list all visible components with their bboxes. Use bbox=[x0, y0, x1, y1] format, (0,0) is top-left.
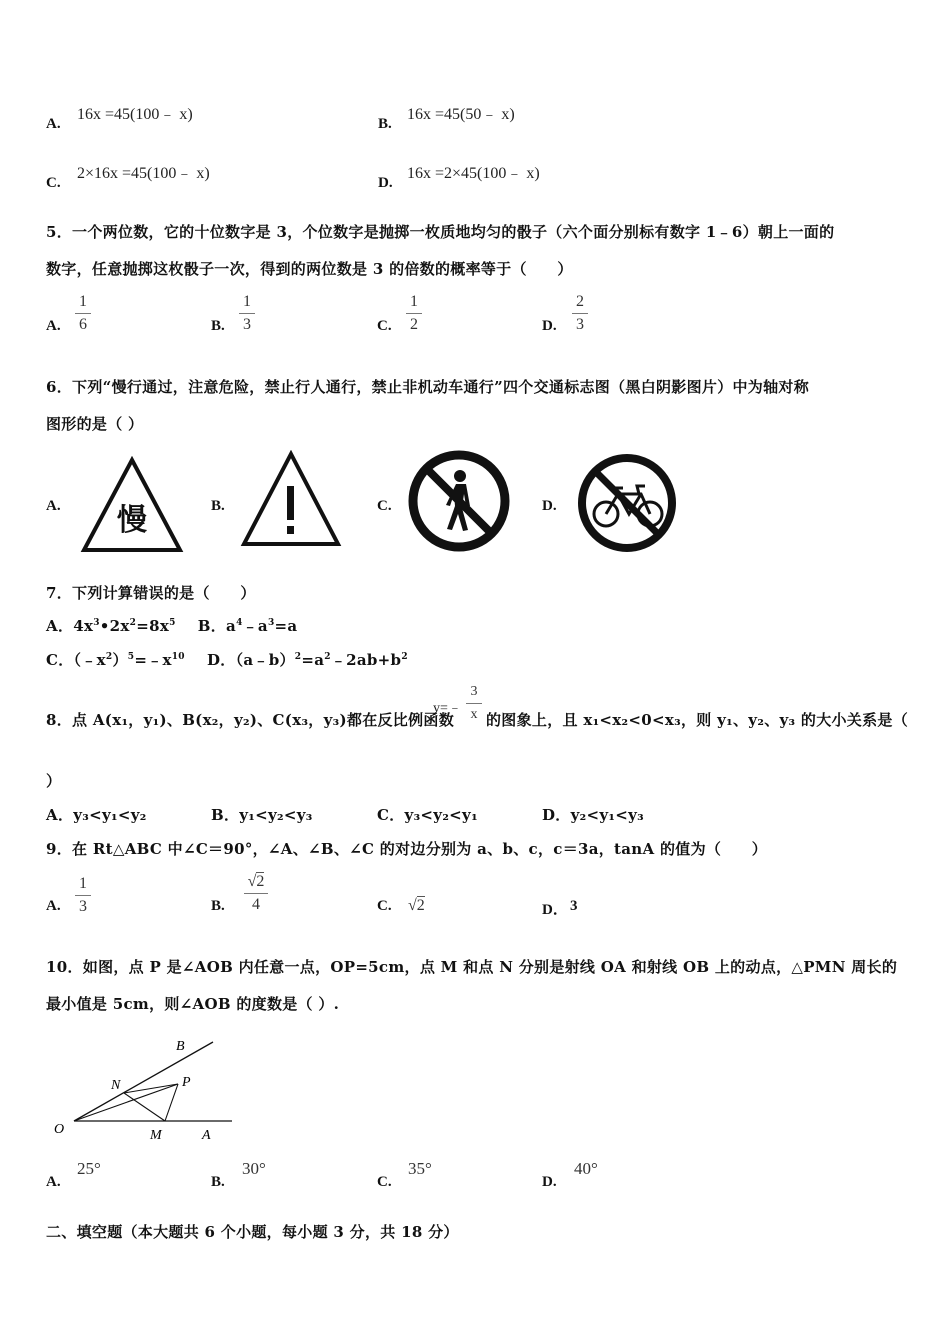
q5-text-line1: 5．一个两位数，它的十位数字是 3，个位数字是抛掷一枚质地均匀的骰子（六个面分别标有数字 1﹣6）朝上一面的 bbox=[46, 223, 835, 241]
q10-text-line2: 最小值是 5cm，则∠AOB 的度数是（ ）. bbox=[46, 995, 340, 1013]
q8-option-a: A．y₃<y₁<y₂ bbox=[46, 806, 147, 824]
q9-option-b-label: B. bbox=[211, 898, 225, 914]
q9-option-d-label: D． bbox=[542, 902, 568, 918]
q7-option-c-label: C． bbox=[46, 651, 74, 669]
svg-text:O: O bbox=[54, 1122, 65, 1137]
q5-text-line2: 数字，任意抛掷这枚骰子一次，得到的两位数是 3 的倍数的概率等于（ ） bbox=[46, 260, 573, 278]
slow-sign-text: 慢 bbox=[117, 503, 147, 538]
q7-options-row1 bbox=[46, 615, 297, 636]
q5-option-a-fraction: 1 6 bbox=[73, 292, 93, 335]
q6-text-line1: 6．下列“慢行通过，注意危险，禁止行人通行，禁止非机动车通行”四个交通标志图（黑白阴影图片）中为轴对称 bbox=[46, 378, 809, 396]
q10-option-b-value: 30° bbox=[242, 1159, 266, 1178]
q7-options-row2 bbox=[46, 649, 408, 670]
q5-option-a-label: A. bbox=[46, 318, 61, 334]
q10-option-c-value: 35° bbox=[408, 1159, 432, 1178]
q7-option-a-label: A． bbox=[46, 617, 74, 635]
q8-option-c: C．y₃<y₂<y₁ bbox=[377, 806, 478, 824]
q7-option-b-label: B． bbox=[197, 617, 227, 635]
no-pedestrian-sign-icon bbox=[406, 448, 512, 554]
svg-text:M: M bbox=[150, 1128, 162, 1143]
q7-option-d-label: D． bbox=[206, 651, 236, 669]
q10-option-a-value: 25° bbox=[77, 1159, 101, 1178]
q5-option-b-label: B. bbox=[211, 318, 225, 334]
q4-option-d-label: D. bbox=[378, 175, 393, 191]
q9-title: 9．在 Rt△ABC 中∠C＝90°，∠A、∠B、∠C 的对边分别为 a、b、c，c＝3a，tanA 的值为（ ） bbox=[46, 840, 768, 858]
q10-option-a-label: A. bbox=[46, 1174, 61, 1190]
q7-title: 7．下列计算错误的是（ ） bbox=[46, 584, 256, 602]
q4-option-c-label: C. bbox=[46, 175, 61, 191]
svg-text:N: N bbox=[111, 1078, 121, 1093]
svg-text:A: A bbox=[202, 1128, 211, 1143]
q5-option-d-fraction: 2 3 bbox=[570, 292, 590, 335]
q4-option-a-expr: 16x =45(100﹣ x) bbox=[77, 106, 193, 123]
q8-suffix: 的图象上，且 x₁<x₂<0<x₃，则 y₁、y₂、y₃ 的大小关系是（ bbox=[486, 711, 909, 729]
q4-option-b-expr: 16x =45(50﹣ x) bbox=[407, 106, 515, 123]
q5-option-d-label: D. bbox=[542, 318, 557, 334]
q6-option-c-label: C. bbox=[377, 498, 392, 514]
svg-text:P: P bbox=[182, 1075, 191, 1090]
angle-aob-figure bbox=[48, 1032, 240, 1148]
q7-option-c-expr: $(﹣x^2)^5=﹣x^{10}$ bbox=[73, 651, 185, 669]
slow-sign-icon bbox=[80, 456, 184, 554]
q4-option-a-label: A. bbox=[46, 116, 61, 132]
q5-option-b-fraction: 1 3 bbox=[237, 292, 257, 335]
q9-option-a-label: A. bbox=[46, 898, 61, 914]
q7-option-d-expr: $(a﹣b)^2=a^2﹣2ab+b^2$ bbox=[235, 651, 408, 669]
q10-option-b-label: B. bbox=[211, 1174, 225, 1190]
q4-option-b-label: B. bbox=[378, 116, 392, 132]
q7-option-a-expr: $4x^3•2x^2=8x^5$ bbox=[73, 617, 176, 635]
q10-option-c-label: C. bbox=[377, 1174, 392, 1190]
q10-option-d-label: D. bbox=[542, 1174, 557, 1190]
warning-sign-icon bbox=[240, 450, 342, 548]
q9-option-d-value: 3 bbox=[570, 898, 578, 914]
q8-close-paren: ） bbox=[46, 772, 62, 790]
q4-option-c-expr: 2×16x =45(100﹣ x) bbox=[77, 165, 210, 182]
q6-text-line2: 图形的是（ ） bbox=[46, 415, 144, 433]
q10-text-line1: 10．如图，点 P 是∠AOB 内任意一点，OP=5cm，点 M 和点 N 分别是射线 OA 和射线 OB 上的动点，△PMN 周长的 bbox=[46, 958, 898, 976]
q8-option-d: D．y₂<y₁<y₃ bbox=[542, 806, 645, 824]
q8-option-b: B．y₁<y₂<y₃ bbox=[211, 806, 313, 824]
svg-text:B: B bbox=[176, 1039, 185, 1054]
q10-option-d-value: 40° bbox=[574, 1159, 598, 1178]
q6-option-d-label: D. bbox=[542, 498, 557, 514]
no-bicycle-sign-icon bbox=[573, 452, 681, 554]
q9-option-c-sqrt: √2 bbox=[408, 897, 425, 914]
q8-prefix: 8．点 A(x₁，y₁)、B(x₂，y₂)、C(x₃，y₃)都在反比例函数 bbox=[46, 711, 454, 729]
q8-func-fraction: 3 x bbox=[464, 682, 484, 725]
q9-option-c-label: C. bbox=[377, 898, 392, 914]
q5-option-c-fraction: 1 2 bbox=[404, 292, 424, 335]
q9-option-b-fraction: √2 4 bbox=[242, 872, 270, 915]
q6-option-a-label: A. bbox=[46, 498, 61, 514]
q7-option-b-expr: $a^4﹣a^3=a$ bbox=[226, 617, 298, 635]
section2-heading: 二、填空题（本大题共 6 个小题，每小题 3 分，共 18 分） bbox=[46, 1223, 459, 1241]
q9-option-a-fraction: 1 3 bbox=[73, 874, 93, 917]
q4-option-d-expr: 16x =2×45(100﹣ x) bbox=[407, 165, 540, 182]
q6-option-b-label: B. bbox=[211, 498, 225, 514]
q8-func-y: y=﹣ bbox=[433, 701, 462, 716]
q5-option-c-label: C. bbox=[377, 318, 392, 334]
